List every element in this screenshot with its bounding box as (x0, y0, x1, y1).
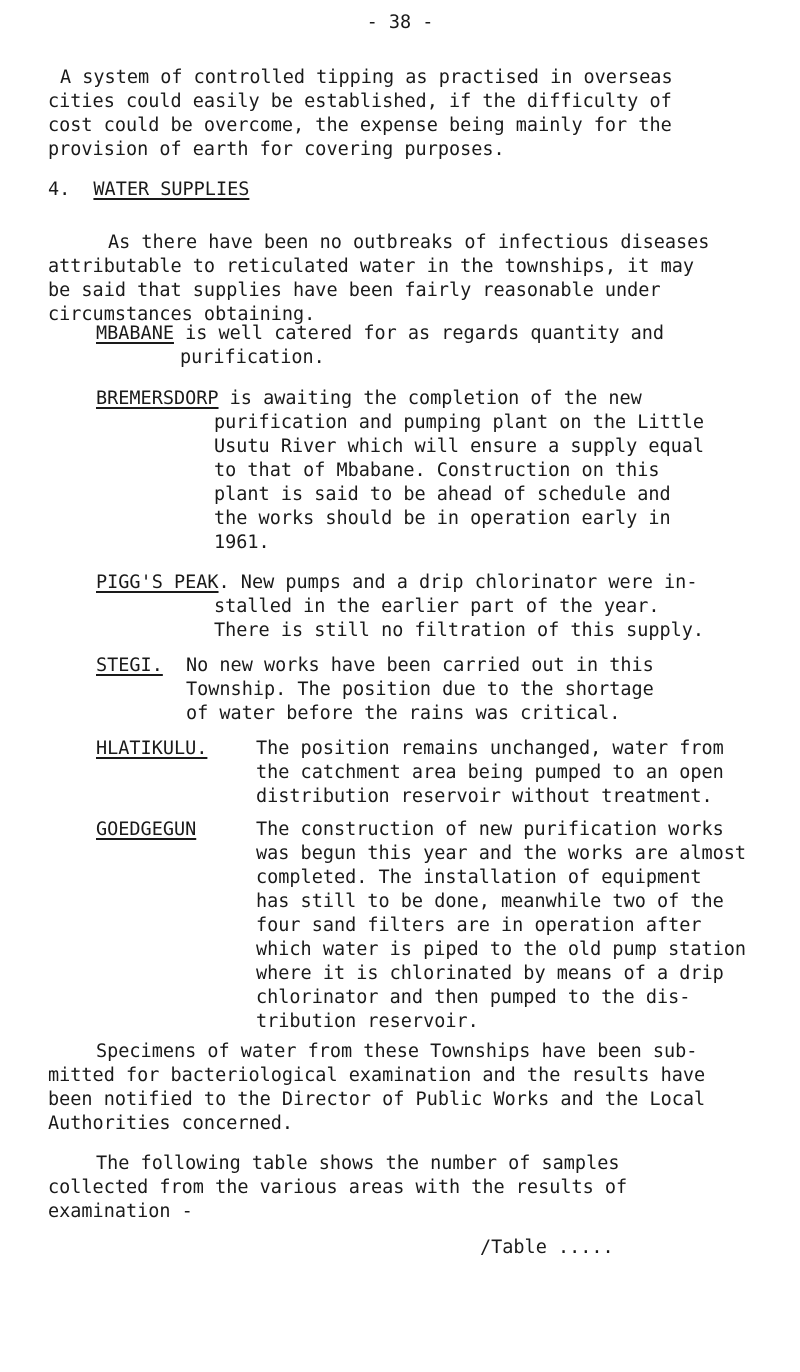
town-bremersdorp (96, 387, 796, 555)
town-text-first: . New pumps and a drip chlorinator were in- (218, 572, 698, 593)
town-text-rest: purification. (180, 347, 325, 368)
town-name-stegi: STEGI. (96, 655, 163, 676)
town-mbabane (96, 322, 796, 370)
specimens-paragraph: Specimens of water from these Townships have been sub- mitted for bacteriological examination and the results have been notified to the Director of Public Works and the Local Authorities concerned. (48, 1041, 706, 1134)
page-number: - 38 - (366, 12, 434, 33)
town-text-goedgegun: The construction of new purification works was begun this year and the works are almost completed. The installation of equipment has still to be done, meanwhile two of the four sand filters are in operation after which water is piped to the old pump station where it is chlorinated by means of a drip chlorinator and then pumped to the dis- tribution reservoir. (256, 819, 747, 1032)
town-name: PIGG'S PEAK (96, 572, 219, 593)
town-piggs-peak (96, 571, 796, 643)
town-name-hlatikulu: HLATIKULU. (96, 738, 208, 759)
town-text-rest: purification and pumping plant on the Little Usutu River which will ensure a supply equal to that of Mbabane. Construction on this plant is said to be ahead of schedule and the works should be in operation early in 1961. (214, 412, 705, 553)
section-heading (48, 178, 249, 202)
town-text-stegi: No new works have been carried out in this Township. The position due to the shortage of water before the rains was critical. (186, 655, 654, 724)
town-name: MBABANE (96, 323, 174, 344)
town-text-rest: stalled in the earlier part of the year. There is still no filtration of this supply. (214, 596, 705, 641)
section-number: 4. (48, 179, 71, 200)
section-title: WATER SUPPLIES (93, 179, 250, 200)
catchword: /Table ..... (480, 1237, 614, 1258)
town-text-first: is awaiting the completion of the new (218, 388, 642, 409)
town-text-hlatikulu: The position remains unchanged, water from the catchment area being pumped to an open distribution reservoir without treatment. (256, 738, 724, 807)
town-name: BREMERSDORP (96, 388, 219, 409)
town-name-goedgegun: GOEDGEGUN (96, 819, 197, 840)
intro-paragraph: A system of controlled tipping as practised in overseas cities could easily be established, if the difficulty of cost could be overcome, the expense being mainly for the provision of earth for covering purposes. (48, 67, 673, 160)
town-text-first: is well catered for as regards quantity and (173, 323, 665, 344)
section-intro-paragraph: As there have been no outbreaks of infectious diseases attributable to reticulated water in the townships, it may be said that supplies have been fairly reasonable under circumstances obtaining. (48, 232, 710, 325)
table-intro-paragraph: The following table shows the number of samples collected from the various areas with the results of examination - (48, 1153, 628, 1222)
